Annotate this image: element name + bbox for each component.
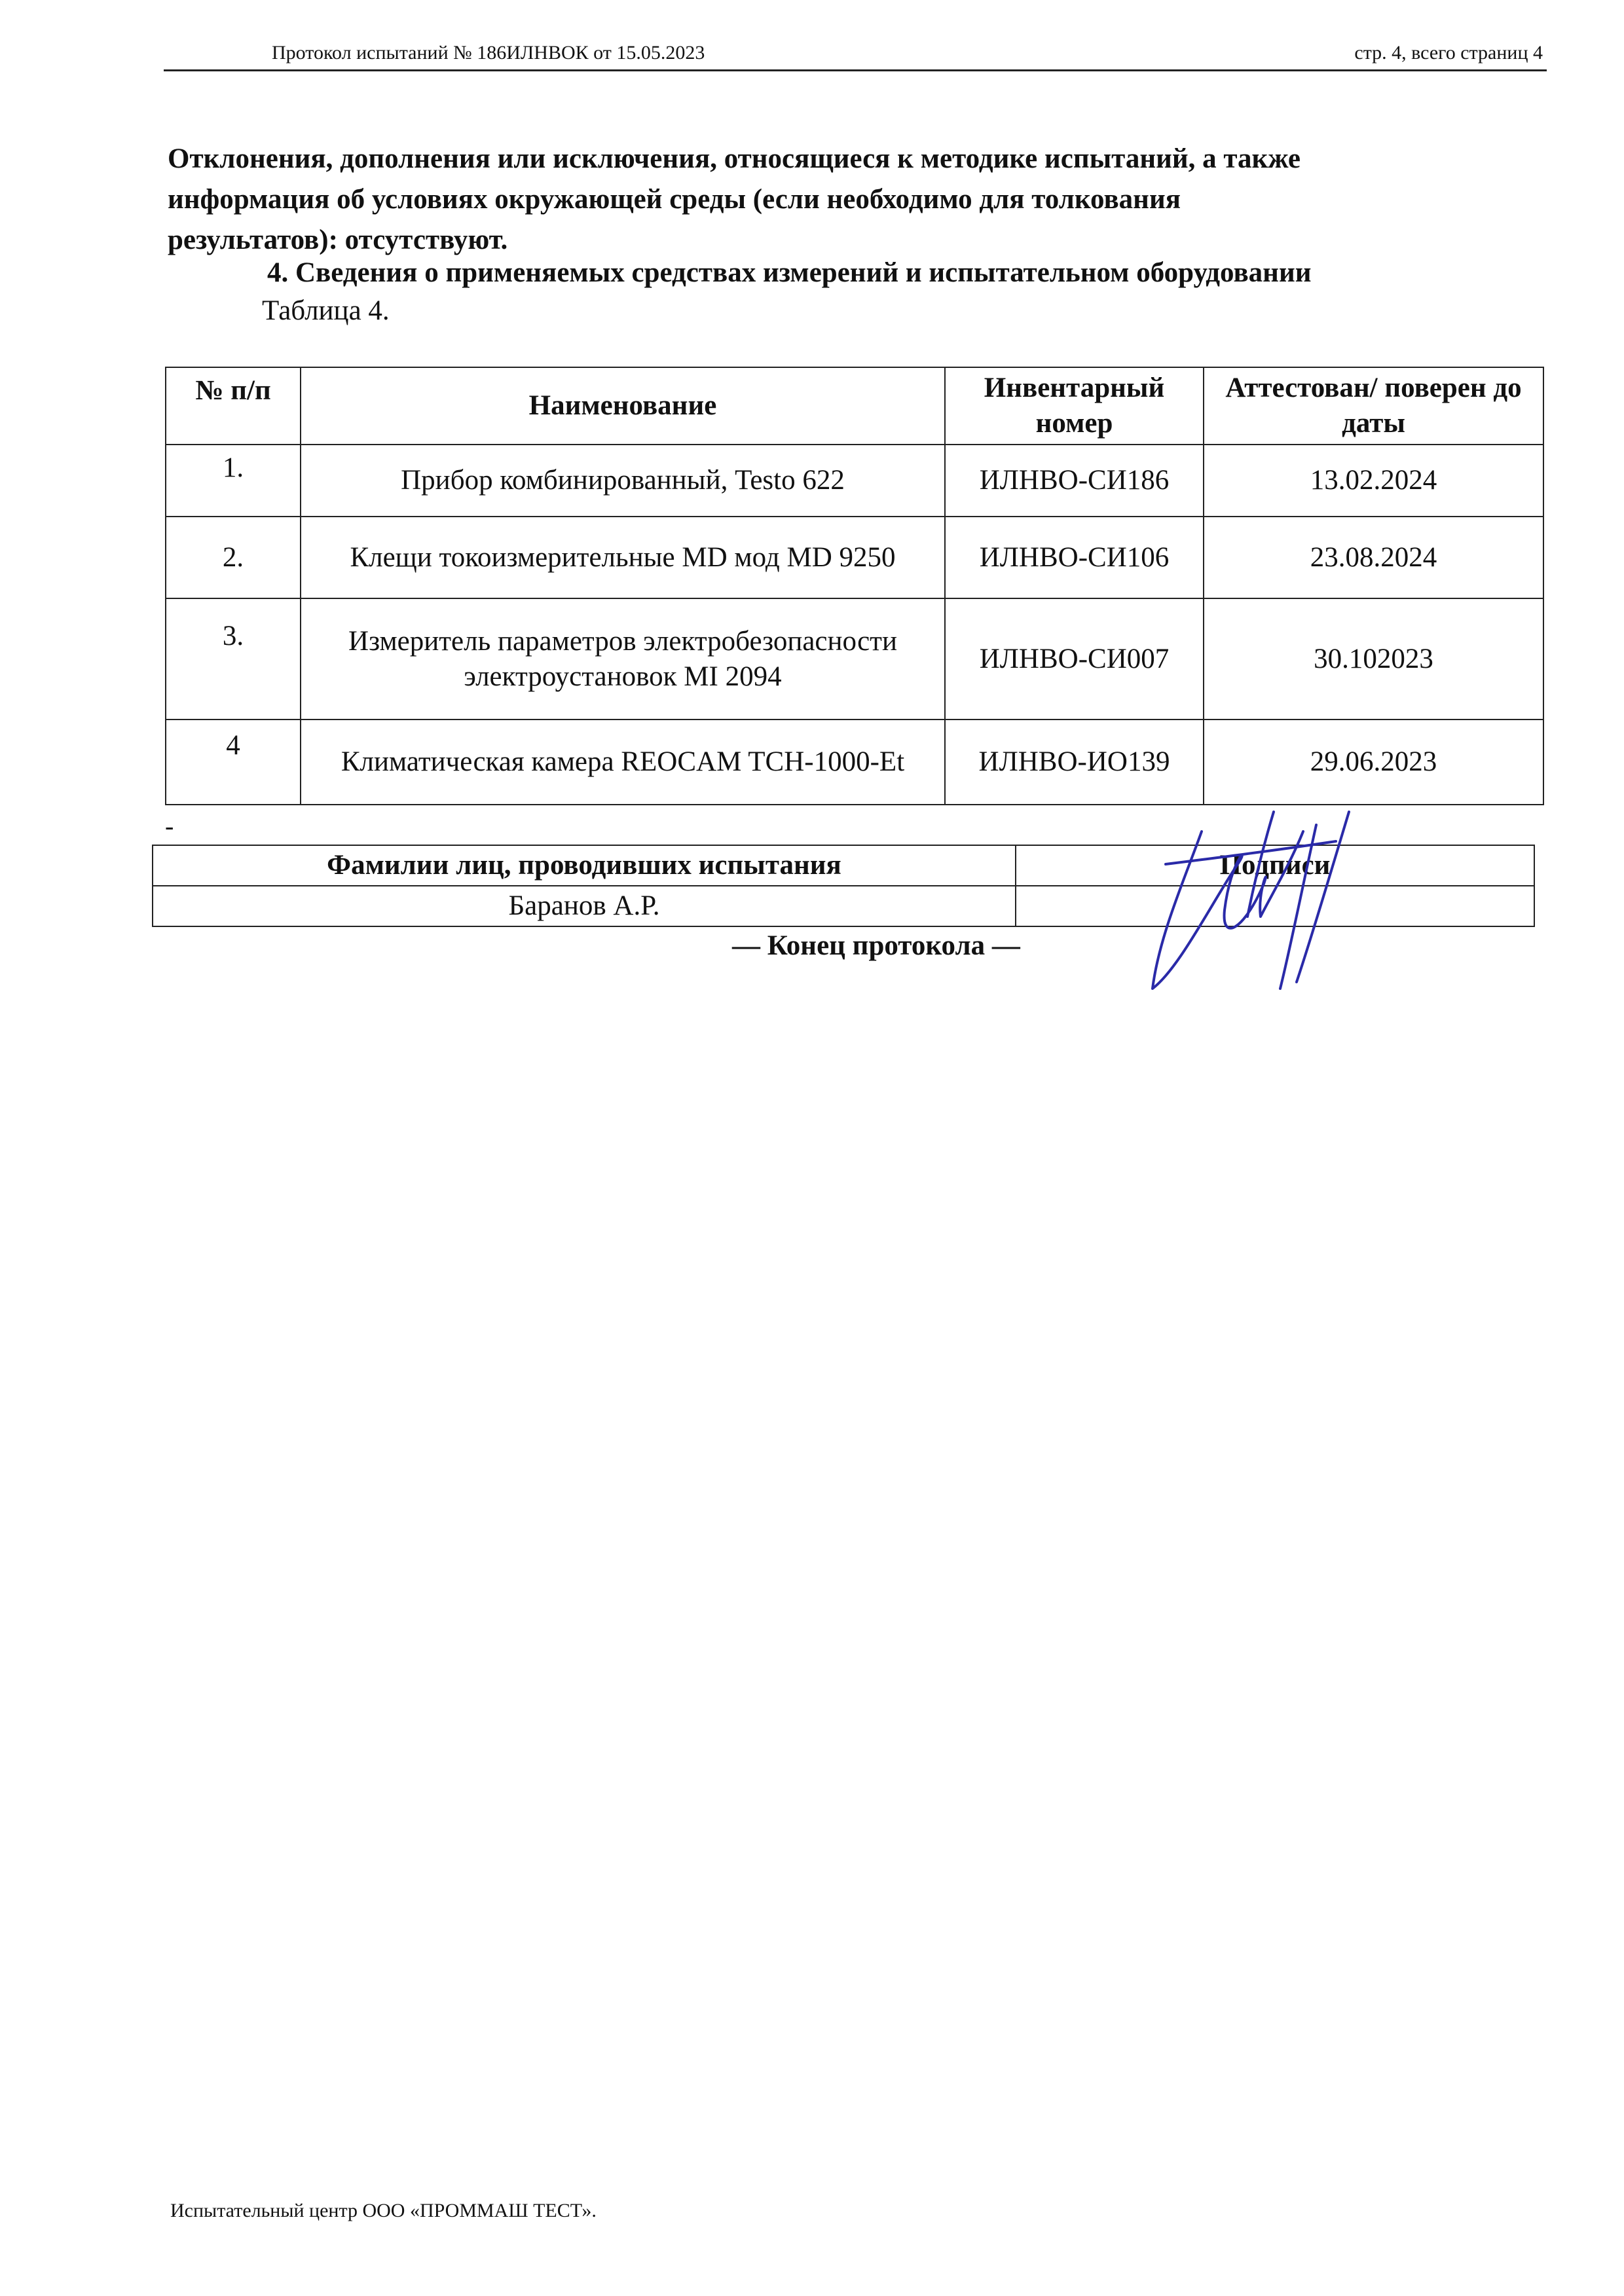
- equipment-table: [165, 367, 1544, 805]
- verified-date: 29.06.2023: [1204, 720, 1543, 805]
- verified-date: 30.102023: [1204, 598, 1543, 720]
- equipment-name: Прибор комбинированный, Testo 622: [301, 445, 945, 517]
- page-number: стр. 4, всего страниц 4: [1354, 42, 1543, 64]
- table-row: [166, 517, 1543, 598]
- deviations-line-3: результатов): отсутствуют.: [168, 225, 508, 255]
- column-header-inventory: Инвентарный номер: [945, 367, 1204, 445]
- equipment-name: Измеритель параметров электробезопасности электроустановок MI 2094: [301, 598, 945, 720]
- end-of-protocol: — Конец протокола —: [732, 930, 1020, 961]
- table-row: [166, 720, 1543, 805]
- inventory-number: ИЛНВО-СИ007: [945, 598, 1204, 720]
- page-header: [164, 39, 1547, 71]
- inventory-number: ИЛНВО-ИО139: [945, 720, 1204, 805]
- verified-date: 23.08.2024: [1204, 517, 1543, 598]
- column-header-names: Фамилии лиц, проводивших испытания: [153, 845, 1016, 886]
- protocol-title: Протокол испытаний № 186ИЛНВОК от 15.05.2023: [272, 42, 705, 64]
- table-row: [166, 598, 1543, 720]
- handwritten-signature: [1139, 805, 1401, 1002]
- row-number: 3.: [166, 598, 301, 720]
- tester-name: Баранов А.Р.: [153, 886, 1016, 926]
- table-row: [166, 445, 1543, 517]
- row-number: 4: [166, 720, 301, 805]
- footer-organization: Испытательный центр ООО «ПРОММАШ ТЕСТ».: [170, 2200, 597, 2221]
- verified-date: 13.02.2024: [1204, 445, 1543, 517]
- column-header-signatures: Подписи: [1016, 845, 1534, 886]
- row-number: 1.: [166, 445, 301, 517]
- equipment-name: Клещи токоизмерительные MD мод MD 9250: [301, 517, 945, 598]
- deviations-line-2: информация об условиях окружающей среды (если необходимо для толкования: [168, 184, 1181, 215]
- equipment-name: Климатическая камера REOCAM TCH-1000-Et: [301, 720, 945, 805]
- inventory-number: ИЛНВО-СИ106: [945, 517, 1204, 598]
- column-header-verified-date: Аттестован/ поверен до даты: [1204, 367, 1543, 445]
- deviations-paragraph: [168, 139, 1543, 261]
- deviations-line-1: Отклонения, дополнения или исключения, относящиеся к методике испытаний, а также: [168, 143, 1301, 174]
- column-header-name: Наименование: [301, 367, 945, 445]
- inventory-number: ИЛНВО-СИ186: [945, 445, 1204, 517]
- table-header-row: [166, 367, 1543, 445]
- table-caption: Таблица 4.: [262, 295, 390, 326]
- column-header-number: № п/п: [166, 367, 301, 445]
- section-heading: 4. Сведения о применяемых средствах измерений и испытательном оборудовании: [267, 257, 1312, 288]
- row-number: 2.: [166, 517, 301, 598]
- dash-mark: -: [165, 811, 174, 841]
